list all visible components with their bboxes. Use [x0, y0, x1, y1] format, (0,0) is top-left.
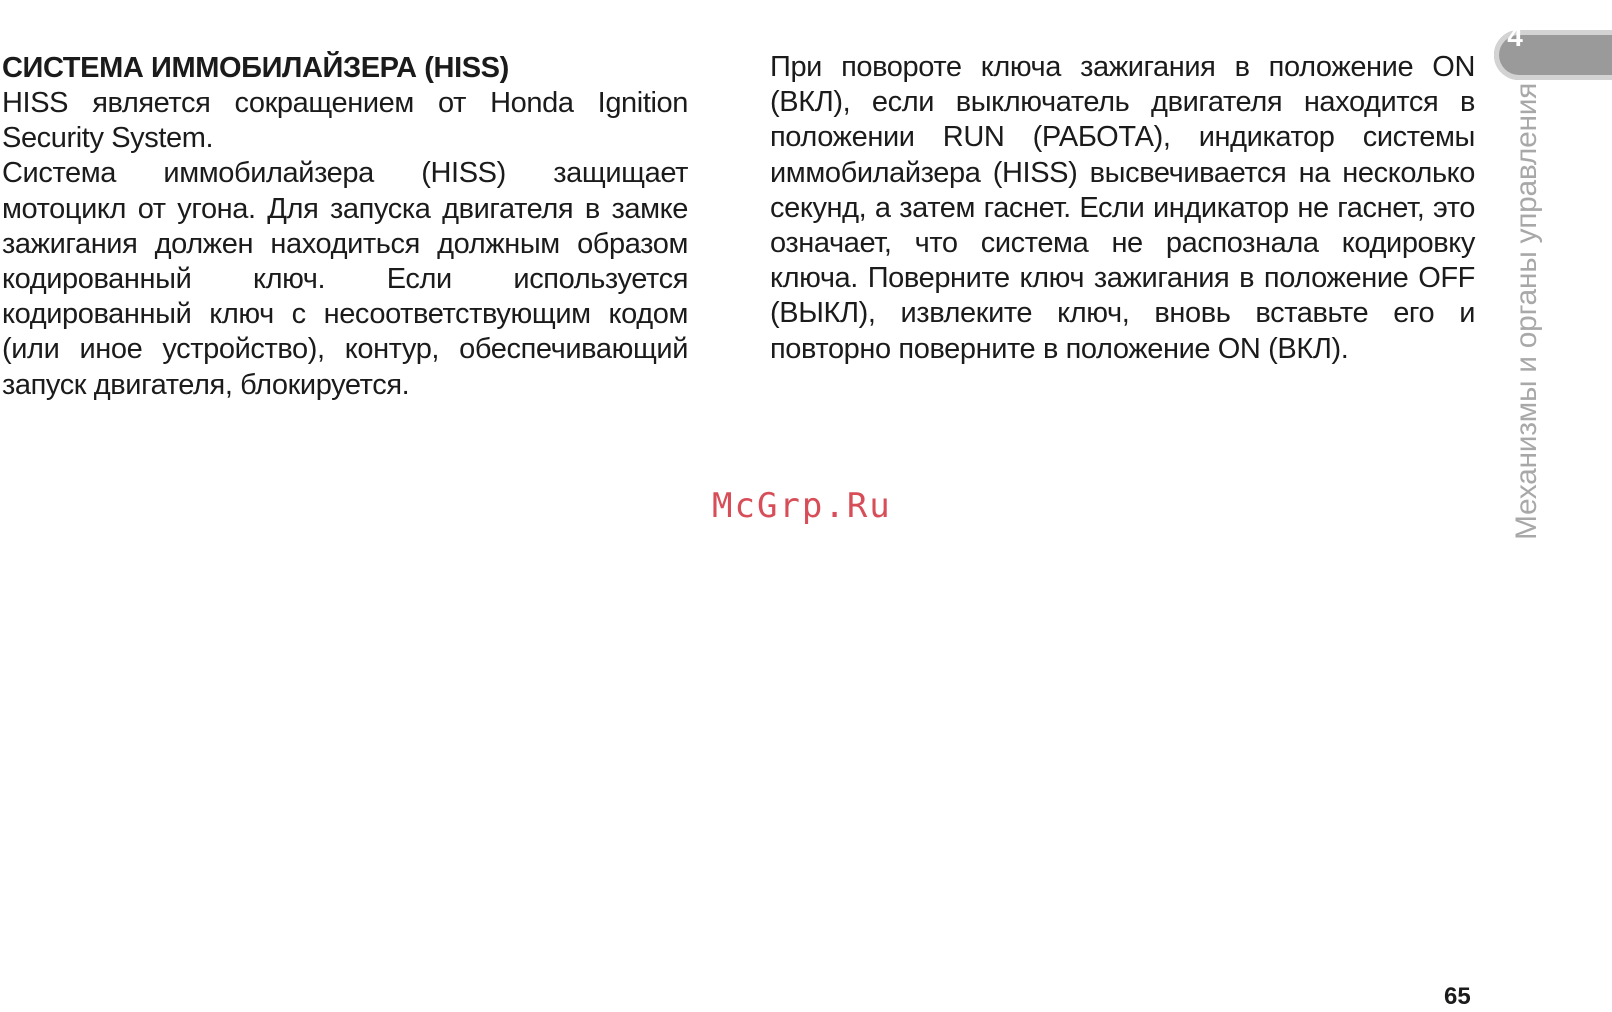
chapter-number: 4 [1507, 21, 1523, 52]
chapter-title: Механизмы и органы управления [1510, 82, 1543, 540]
page-number: 65 [1444, 983, 1471, 1010]
right-column [770, 50, 1475, 367]
hiss-description-paragraph: Система иммобилайзера (HISS) защищает мотоцикл от угона. Для запуска двигателя в замке зажигания должен находиться должным образом кодированный ключ. Если используется кодированный ключ с несоответствующим кодом (или иное устройство), контур, обеспечивающий запуск двигателя, блокируется. [2, 157, 688, 401]
left-column [2, 50, 688, 403]
section-title: СИСТЕМА ИММОБИЛАЙЗЕРА (HISS) [2, 52, 509, 84]
chapter-title-wrapper [1487, 82, 1543, 540]
hiss-definition-paragraph: HISS является сокращением от Honda Ignition Security System. [2, 87, 688, 155]
hiss-indicator-paragraph: При повороте ключа зажигания в положение ON (ВКЛ), если выключатель двигателя находится в положении RUN (РАБОТА), индикатор системы иммобилайзера (HISS) высвечивается на несколько секунд, а затем гаснет. Если индикатор не гаснет, это означает, что система не распознала кодировку ключа. Поверните ключ зажигания в положение OFF (ВЫКЛ), извлеките ключ, вновь вставьте его и повторно поверните в положение ON (ВКЛ). [770, 51, 1475, 365]
watermark: McGrp.Ru [712, 486, 892, 526]
